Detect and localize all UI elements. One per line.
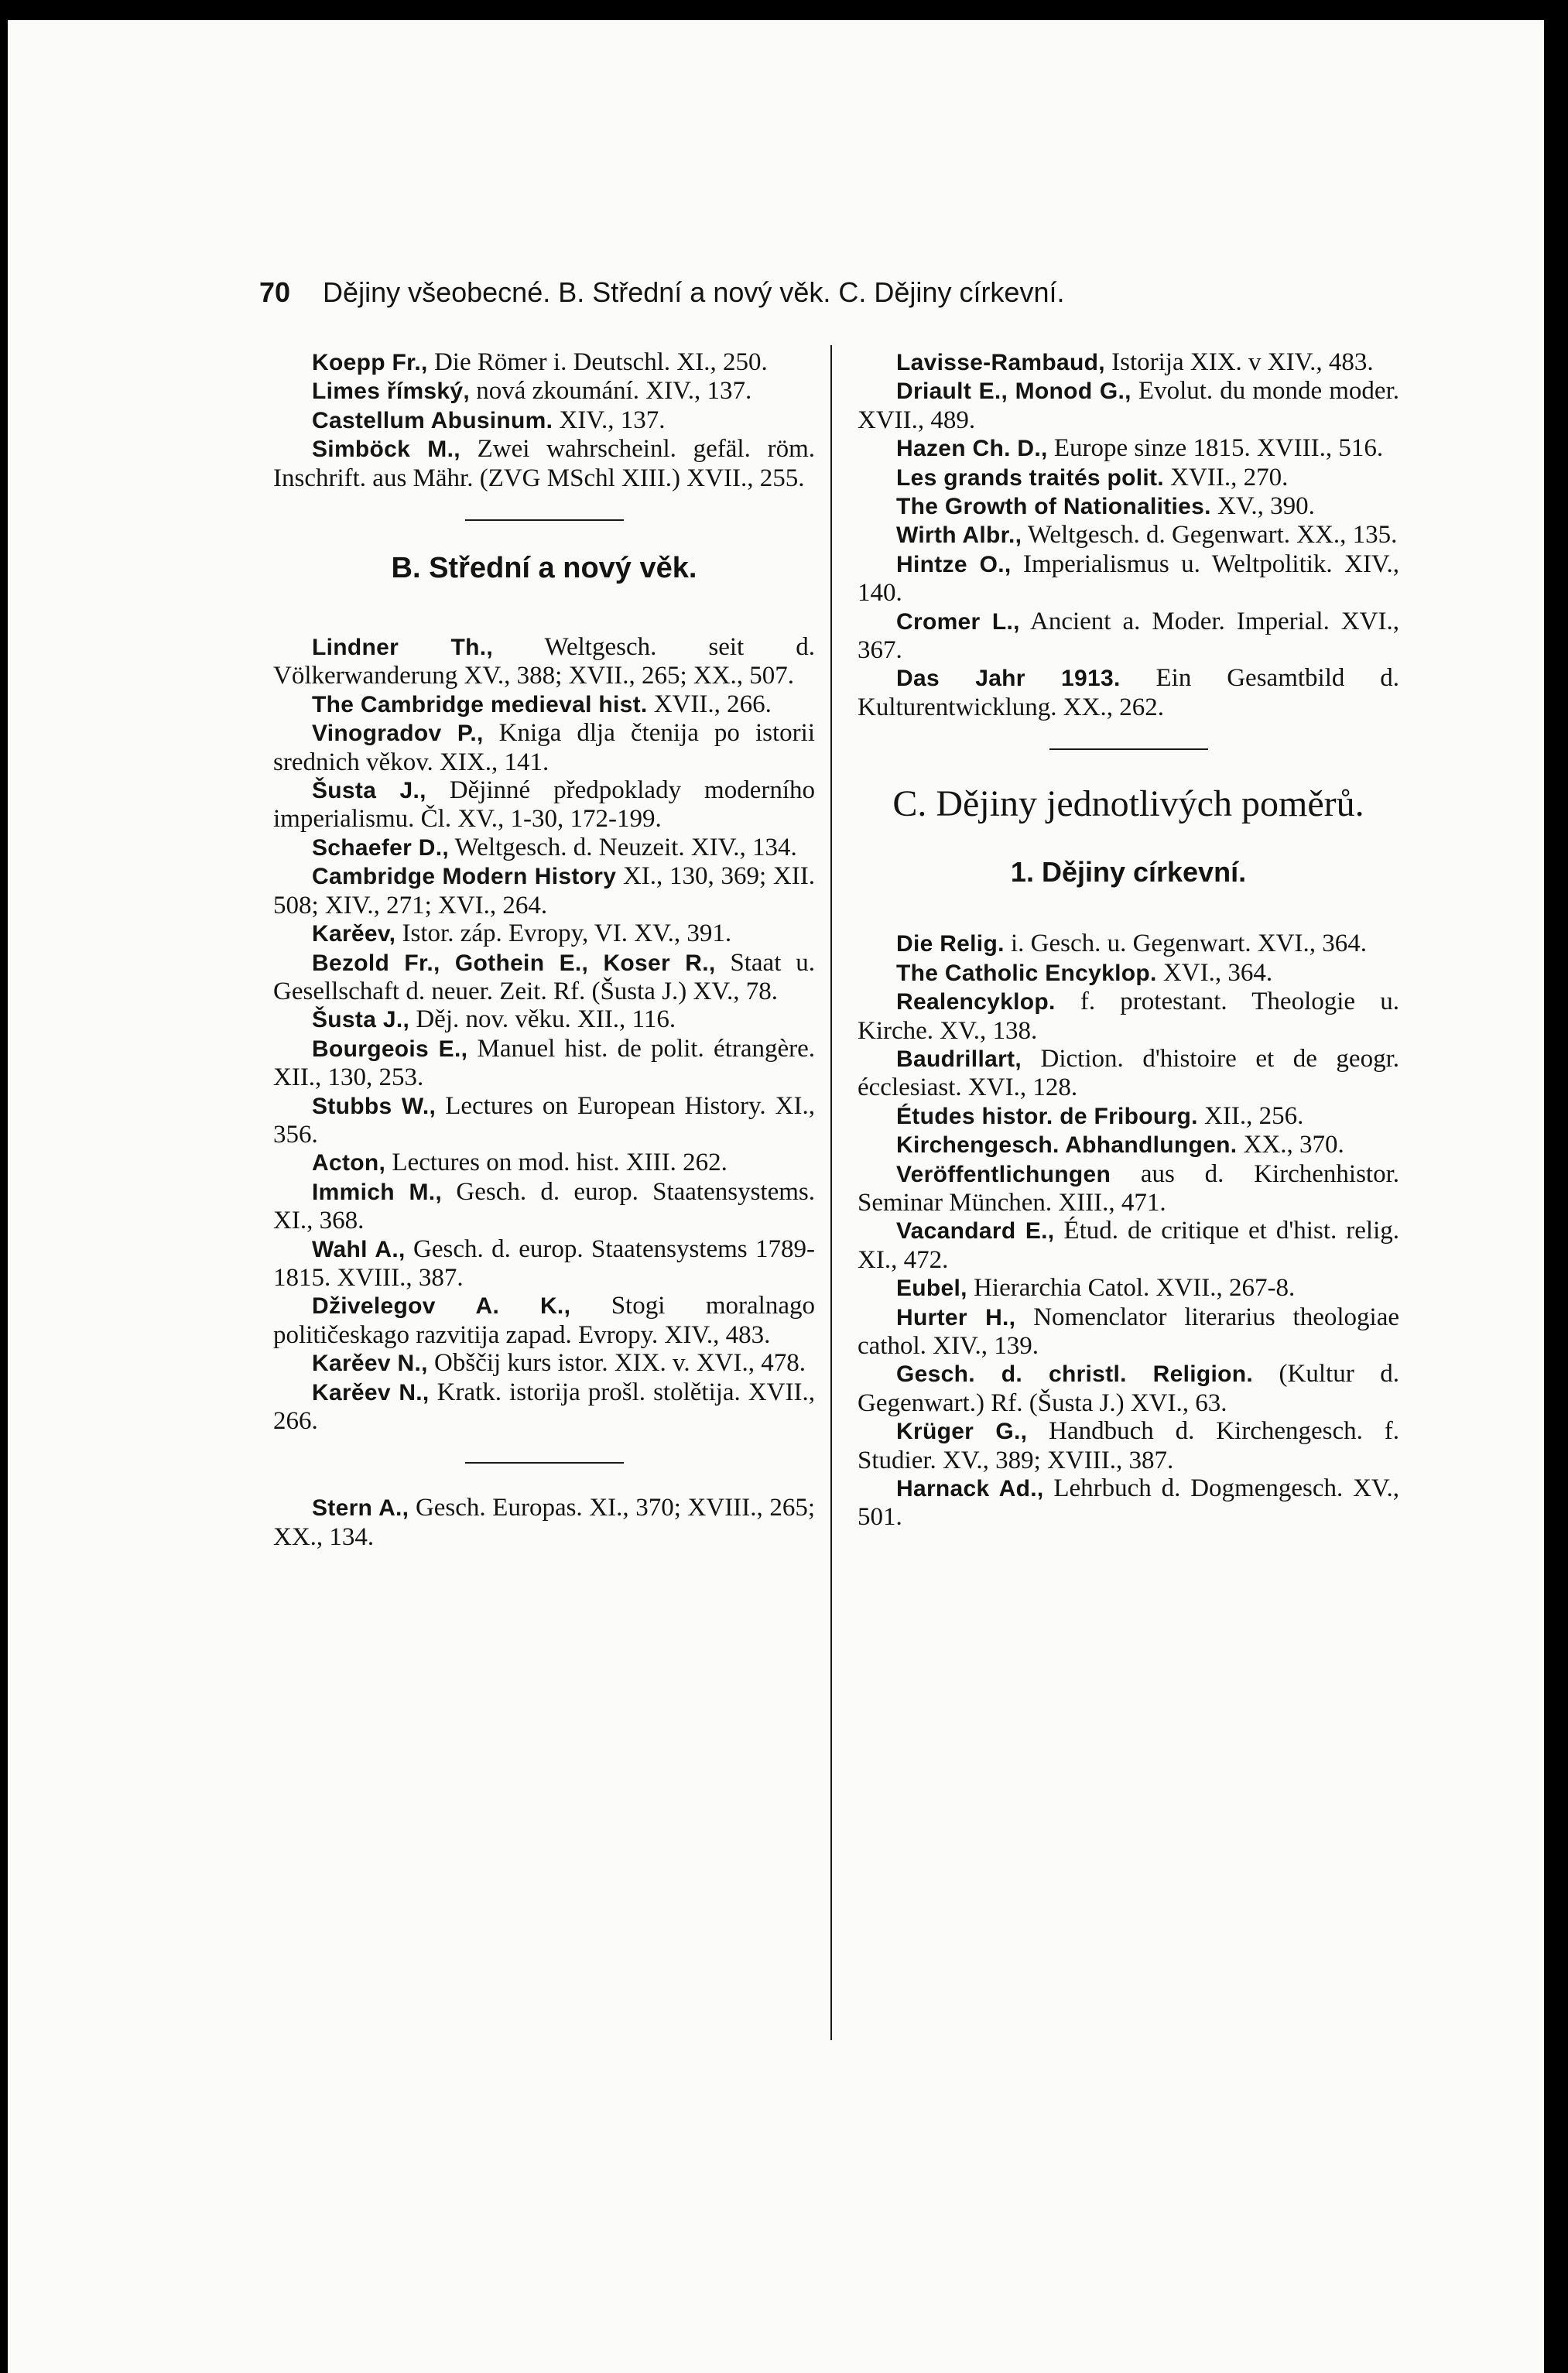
entry-citation: XIV., 137. (553, 406, 666, 434)
bibliography-entry (858, 550, 1399, 608)
entry-citation: Weltgesch. d. Gegenwart. XX., 135. (1022, 521, 1398, 550)
bibliography-entry (273, 1494, 815, 1551)
bibliography-entry (273, 919, 815, 948)
entry-author: Koepp Fr., (312, 350, 428, 375)
entry-author: Simböck M., (312, 437, 460, 463)
entry-citation: XI., 130, 369; XII. 508; XIV., 271; XVI., 264. (273, 862, 815, 919)
bibliography-entry (273, 1149, 815, 1177)
entry-author: Limes římský, (312, 378, 471, 405)
entry-citation: Gesch. d. europ. Staatensystems. XI., 368. (273, 1177, 815, 1235)
bibliography-entry (858, 377, 1399, 434)
entry-author: Acton, (312, 1150, 386, 1176)
entry-author: Castellum Abusinum. (312, 407, 553, 433)
entry-citation: Hierarchia Catol. XVII., 267-8. (967, 1274, 1296, 1303)
right-column (858, 348, 1399, 1532)
entry-citation: XX., 370. (1237, 1131, 1344, 1159)
bibliography-entry (273, 435, 815, 492)
entry-author: Šusta J., (312, 1007, 410, 1033)
entry-author: Schaefer D., (312, 834, 450, 861)
running-header (259, 274, 1343, 311)
section-rule (465, 519, 624, 521)
bibliography-entry (858, 664, 1399, 721)
entries-section-b (273, 633, 815, 1435)
entry-author: Eubel, (896, 1276, 967, 1302)
entry-citation: aus d. Kirchenhistor. Seminar München. XIII., 471. (858, 1159, 1399, 1217)
entry-author: Les grands traités polit. (896, 464, 1164, 491)
subsection-title: 1. Dějiny církevní. (1010, 856, 1247, 889)
bibliography-entry (858, 1160, 1399, 1217)
entry-citation: Diction. d'histoire et de geogr. écclesiast. XVI., 128. (858, 1044, 1399, 1102)
entry-author: Baudrillart, (896, 1046, 1022, 1072)
bibliography-entry (858, 492, 1399, 521)
entry-author: Lavisse-Rambaud, (896, 350, 1105, 375)
entry-author: Wirth Albr., (896, 522, 1022, 549)
entry-author: Bourgeois E., (312, 1036, 468, 1062)
entry-author: Vacandard E., (896, 1218, 1055, 1245)
bibliography-entry (858, 1474, 1399, 1532)
entry-citation: Děj. nov. věku. XII., 116. (409, 1005, 676, 1034)
entry-citation: XVII., 266. (647, 690, 772, 718)
entry-citation: Weltgesch. d. Neuzeit. XIV., 134. (449, 833, 797, 861)
bibliography-entry (858, 608, 1399, 665)
entry-author: Veröffentlichungen (896, 1161, 1111, 1187)
entry-citation: Obščij kurs istor. XIX. v. XVI., 478. (427, 1349, 806, 1378)
entry-citation: Dějinné předpoklady moderního imperialismu. Čl. XV., 1-30, 172-199. (273, 776, 815, 834)
entry-citation: Zwei wahrscheinl. gefäl. röm. Inschrift. aus Mähr. (ZVG MSchl XIII.) XVII., 255. (273, 435, 815, 492)
entry-citation: Istorija XIX. v XIV., 483. (1104, 348, 1374, 376)
entry-citation: Étud. de critique et d'hist. relig. XI., 472. (858, 1217, 1399, 1274)
bibliography-entry (273, 776, 815, 834)
entry-author: Karěev, (312, 921, 396, 947)
entry-citation: Lectures on mod. hist. XIII. 262. (385, 1149, 728, 1177)
bibliography-entry (273, 1235, 815, 1293)
entry-author: Lindner Th., (312, 635, 494, 661)
entry-author: Das Jahr 1913. (896, 666, 1121, 692)
bibliography-entry (858, 521, 1399, 550)
entry-author: Cambridge Modern History (312, 864, 617, 890)
entry-author: Karěev N., (312, 1379, 430, 1406)
entry-citation: Evolut. du monde moder. XVII., 489. (858, 377, 1399, 434)
entry-author: Cromer L., (896, 608, 1020, 635)
bibliography-entry (858, 959, 1399, 988)
entry-citation: Ein Gesamtbild d. Kulturentwicklung. XX., 262. (858, 664, 1399, 721)
entry-author: Harnack Ad., (896, 1476, 1044, 1502)
entry-author: Vinogradov P., (312, 721, 484, 747)
entries-top-right (858, 348, 1399, 721)
bibliography-entry (273, 1349, 815, 1378)
section-title-c: C. Dějiny jednotlivých poměrů. (892, 783, 1364, 825)
book-page (8, 20, 1544, 2373)
entry-citation: Staat u. Gesellschaft d. neuer. Zeit. Rf. (Šusta J.) XV., 78. (273, 948, 816, 1005)
entry-citation: Istor. záp. Evropy, VI. XV., 391. (395, 919, 732, 948)
entry-citation: Kniga dlja čtenija po istorii srednich věkov. XIX., 141. (273, 719, 815, 776)
entry-citation: Lehrbuch d. Dogmengesch. XV., 501. (858, 1474, 1399, 1532)
entry-citation: Kratk. istorija prošl. stolětija. XVII., 266. (273, 1378, 815, 1435)
bibliography-entry (858, 464, 1399, 492)
left-column (273, 348, 815, 1551)
entries-bottom-left (273, 1494, 815, 1551)
entry-citation: Gesch. d. europ. Staatensystems 1789-1815. XVIII., 387. (273, 1234, 815, 1292)
entry-author: Hurter H., (896, 1304, 1016, 1330)
bibliography-entry (273, 862, 815, 919)
entry-citation: Imperialismus u. Weltpolitik. XIV., 140. (858, 550, 1400, 608)
bibliography-entry (273, 834, 815, 862)
entry-citation: Gesch. Europas. XI., 370; XVIII., 265; XX., 134. (273, 1494, 815, 1551)
entry-author: Stubbs W., (312, 1093, 437, 1119)
entry-author: Šusta J., (312, 778, 426, 804)
entry-citation: Stogi moralnago političeskago razvitija zapad. Evropy. XIV., 483. (273, 1292, 815, 1349)
entry-author: Hazen Ch. D., (896, 436, 1048, 462)
entry-author: Wahl A., (312, 1236, 406, 1262)
entry-author: Stern A., (312, 1495, 409, 1522)
bibliography-entry (858, 434, 1399, 463)
section-rule (1049, 748, 1208, 750)
bibliography-entry (273, 1178, 815, 1235)
entry-author: Bezold Fr., Gothein E., Koser R., (312, 950, 716, 976)
bibliography-entry (273, 406, 815, 435)
entry-author: Realencyklop. (896, 989, 1056, 1015)
section-rule (465, 1462, 624, 1464)
entry-citation: nová zkoumání. XIV., 137. (470, 377, 752, 406)
bibliography-entry (858, 930, 1399, 958)
entry-author: Gesch. d. christl. Religion. (896, 1361, 1254, 1388)
entry-citation: (Kultur d. Gegenwart.) Rf. (Šusta J.) XVI., 63. (858, 1360, 1399, 1417)
bibliography-entry (273, 633, 815, 690)
entry-author: The Cambridge medieval hist. (312, 691, 648, 717)
bibliography-entry (858, 1360, 1399, 1417)
entry-citation: Nomenclator literarius theologiae cathol. XIV., 139. (858, 1303, 1399, 1360)
entry-citation: Ancient a. Moder. Imperial. XVI., 367. (858, 607, 1399, 665)
entry-author: Dživelegov A. K., (312, 1293, 571, 1320)
bibliography-entry (273, 949, 815, 1006)
bibliography-entry (273, 348, 815, 377)
entry-citation: XVII., 270. (1163, 463, 1289, 491)
entry-author: The Growth of Nationalities. (896, 494, 1211, 520)
entry-citation: f. protestant. Theologie u. Kirche. XV., 138. (858, 988, 1399, 1045)
entry-citation: Weltgesch. seit d. Völkerwanderung XV., 388; XVII., 265; XX., 507. (273, 633, 815, 690)
entry-author: Krüger G., (896, 1419, 1028, 1445)
entry-author: Karěev N., (312, 1351, 428, 1377)
bibliography-entry (858, 1303, 1399, 1361)
entry-citation: Manuel hist. de polit. étrangère. XII., 130, 253. (273, 1034, 816, 1092)
running-title: Dějiny všeobecné. B. Střední a nový věk. C. Dějiny církevní. (323, 276, 1065, 308)
entry-author: Kirchengesch. Abhandlungen. (896, 1132, 1238, 1159)
bibliography-entry (273, 1092, 815, 1149)
entry-author: Hintze O., (896, 551, 1012, 577)
bibliography-entry (858, 1274, 1399, 1303)
entry-author: The Catholic Encyklop. (896, 960, 1157, 986)
entry-author: Die Relig. (896, 931, 1005, 957)
entry-citation: XV., 390. (1210, 492, 1315, 521)
bibliography-entry (858, 1131, 1399, 1159)
entry-citation: XII., 256. (1197, 1101, 1304, 1130)
entry-author: Immich M., (312, 1179, 443, 1205)
bibliography-entry (858, 1217, 1399, 1274)
entry-citation: Europe sinze 1815. XVIII., 516. (1047, 434, 1384, 463)
bibliography-entry (858, 348, 1399, 377)
bibliography-entry (858, 988, 1399, 1045)
entry-citation: Handbuch d. Kirchengesch. f. Studier. XV., 389; XVIII., 387. (858, 1417, 1399, 1474)
bibliography-entry (858, 1045, 1399, 1102)
entry-citation: Lectures on European History. XI., 356. (273, 1091, 816, 1149)
bibliography-entry (273, 1005, 815, 1034)
page-number: 70 (259, 276, 291, 308)
bibliography-entry (273, 1035, 815, 1092)
bibliography-entry (273, 377, 815, 406)
entry-citation: Die Römer i. Deutschl. XI., 250. (427, 348, 768, 376)
entry-author: Driault E., Monod G., (896, 378, 1131, 405)
entries-section-c (858, 930, 1399, 1532)
column-divider (830, 345, 832, 2040)
bibliography-entry (273, 690, 815, 719)
bibliography-entry (273, 719, 815, 776)
section-title-b: B. Střední a nový věk. (391, 552, 697, 585)
bibliography-entry (273, 1292, 815, 1349)
bibliography-entry (858, 1102, 1399, 1131)
bibliography-entry (273, 1378, 815, 1436)
entries-top-left (273, 348, 815, 492)
entry-author: Études histor. de Fribourg. (896, 1103, 1198, 1129)
bibliography-entry (858, 1417, 1399, 1474)
entry-citation: i. Gesch. u. Gegenwart. XVI., 364. (1004, 930, 1368, 958)
entry-citation: XVI., 364. (1156, 958, 1273, 987)
